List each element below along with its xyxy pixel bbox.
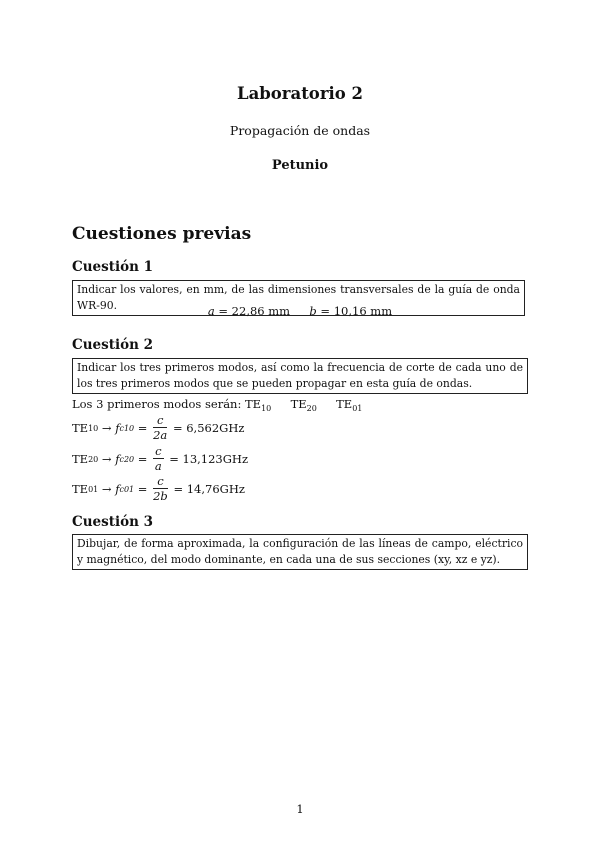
question-2-box: Indicar los tres primeros modos, así como la frecuencia de corte de cada uno de los tres primeros modos que se pueden propagar en esta guía de ondas.	[72, 358, 528, 394]
document-title: Laboratorio 2	[236, 84, 364, 103]
var-b: b	[309, 304, 317, 318]
value-a: = 22,86 mm	[218, 304, 291, 318]
document-subtitle: Propagación de ondas	[229, 123, 371, 138]
fraction-c-2a: $\frac{c}{2a}$	[153, 413, 168, 442]
section-heading: Cuestiones previas	[72, 224, 252, 244]
mode-te10: $TE_{10}$	[244, 397, 272, 413]
mode-te01: $TE_{01}$	[336, 397, 363, 413]
cutoff-te20: TE 20 → f c20 = $\frac{c}{a}$ = 13,123GHz	[72, 444, 249, 473]
question-3-heading: Cuestión 3	[72, 514, 154, 530]
question-3-box: Dibujar, de forma aproximada, la configuración de las líneas de campo, eléctrico y magnético, del modo dominante, en cada una de sus secciones (xy, xz e yz).	[72, 534, 528, 570]
question-2-heading: Cuestión 2	[72, 337, 154, 353]
question-1-box: Indicar los valores, en mm, de las dimensiones transversales de la guía de onda WR-90.	[72, 280, 525, 316]
fraction-c-a: $\frac{c}{a}$	[154, 444, 162, 473]
mode-te20: $TE_{20}$	[290, 397, 317, 413]
fraction-c-2b: $\frac{c}{2b}$	[153, 474, 168, 503]
page-number: 1	[296, 802, 304, 816]
question-1-dimensions	[0, 304, 600, 318]
question-1-heading: Cuestión 1	[72, 259, 154, 275]
value-b: = 10,16 mm	[320, 304, 393, 318]
cutoff-te01: TE 01 → f c01 = $\frac{c}{2b}$ = 14,76GHz	[72, 474, 245, 503]
cutoff-te10: TE 10 → f c10 = $\frac{c}{2a}$ = 6,562GHz	[72, 413, 245, 442]
modes-intro: Los 3 primeros modos serán:	[72, 397, 242, 411]
var-a: a	[207, 304, 215, 318]
document-author: Petunio	[271, 158, 329, 173]
